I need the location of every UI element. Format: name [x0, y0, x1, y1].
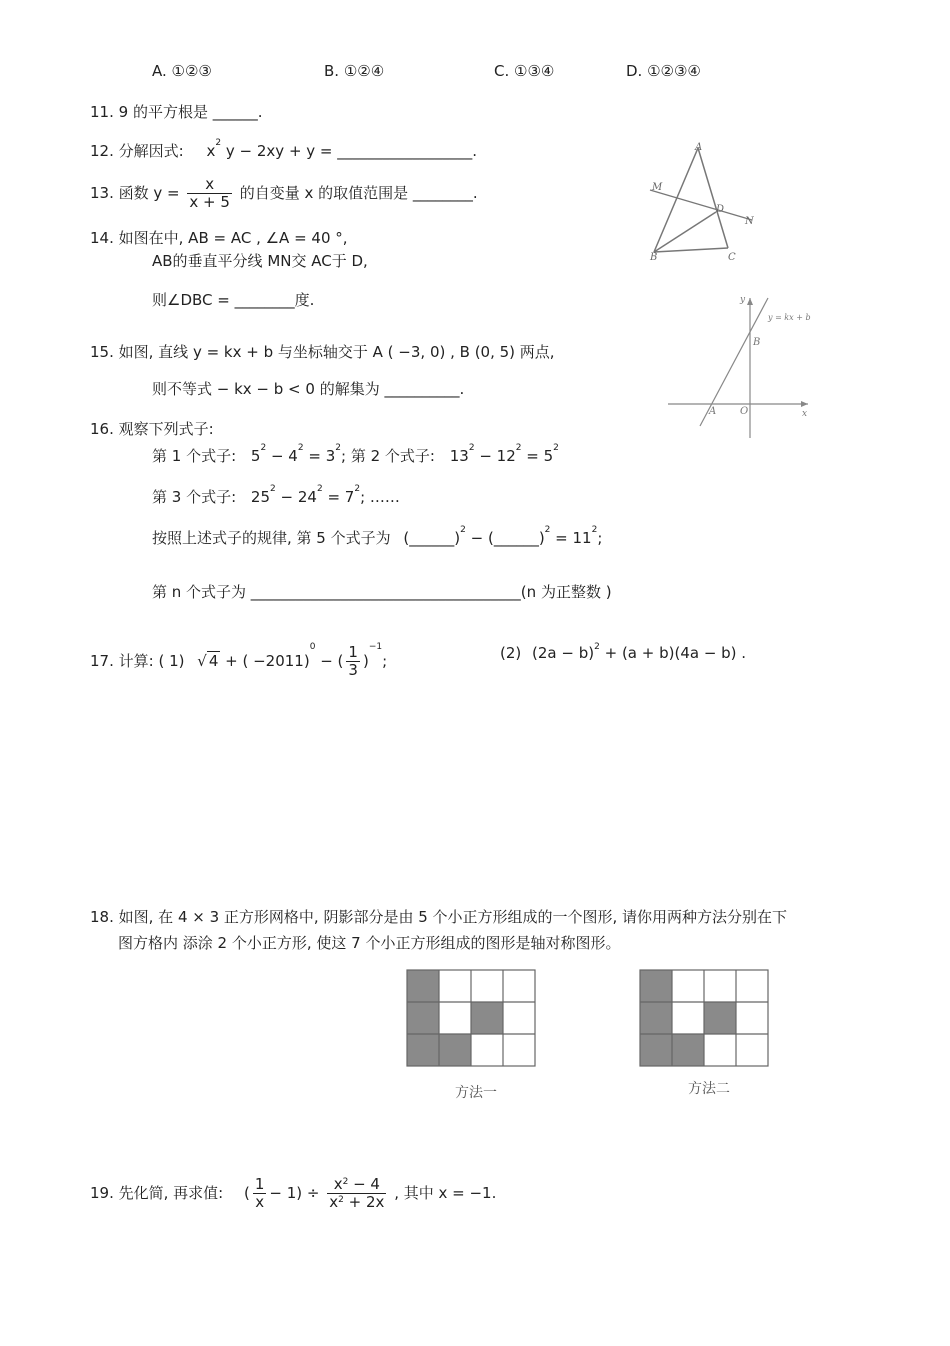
- question-16-row3: 按照上述式子的规律, 第 5 个式子为 (______)$^2$ − (______)$^2$ = $11^2$;: [152, 525, 603, 547]
- question-14-line3: 则∠DBC = ________度.: [152, 291, 315, 309]
- line-mn: [650, 190, 752, 220]
- option-a: A. ①②③: [152, 62, 212, 80]
- question-16-row1: 第 1 个式子: $5^2 - 4^2 = 3^2$; 第 2 个式子: $13^2 - 12^2 = 5^2$: [152, 443, 559, 465]
- label-a: A: [695, 142, 703, 153]
- formula-5: (______)$^2$ − (______)$^2$ = $11^2$;: [403, 525, 603, 547]
- option-d: D. ①②③④: [626, 62, 701, 80]
- question-suffix: , 其中 x = −1.: [394, 1184, 497, 1202]
- question-intro: 观察下列式子:: [118, 420, 214, 438]
- question-16-row2: 第 3 个式子: $25^2 - 24^2 = 7^2$; ……: [152, 484, 400, 506]
- question-prefix: 分解因式:: [118, 142, 184, 160]
- label-b: B: [753, 337, 761, 348]
- label-b: B: [650, 252, 658, 263]
- segment-bd: [654, 212, 716, 252]
- label-y: y: [740, 295, 746, 305]
- expression-2: $(2a - b)^2 + (a + b)(4a - b)$ .: [532, 642, 747, 662]
- label-equation: y = kx + b: [768, 313, 811, 322]
- question-16: [90, 418, 214, 439]
- label-n: N: [745, 216, 754, 227]
- question-number: 14.: [90, 229, 114, 247]
- question-suffix: 的自变量 x 的取值范围是 ________.: [239, 184, 478, 202]
- label-d: D: [716, 204, 725, 215]
- question-number: 11.: [90, 103, 114, 121]
- coordinate-figure: [660, 290, 820, 440]
- question-14-line2: AB的垂直平分线 MN交 AC于 D,: [152, 252, 368, 270]
- question-18: [90, 906, 787, 927]
- label-m: M: [652, 182, 663, 193]
- question-18-line2: 图方格内 添涂 2 个小正方形, 使这 7 个小正方形组成的图形是轴对称图形。: [118, 934, 621, 952]
- label-x: x: [802, 409, 808, 419]
- question-12: [90, 140, 477, 161]
- fraction: $\frac{x}{x + 5}$: [189, 175, 230, 211]
- side-ac: [698, 148, 728, 248]
- question-number: 19.: [90, 1184, 114, 1202]
- label-o: O: [740, 406, 749, 417]
- question-number: 16.: [90, 420, 114, 438]
- question-19: [90, 1176, 496, 1211]
- question-prefix: 先化简, 再求值:: [118, 1184, 224, 1202]
- grid-method-1[interactable]: [405, 968, 539, 1070]
- question-11: [90, 101, 263, 122]
- question-number: 15.: [90, 343, 114, 361]
- question-line1: 如图, 在 4 × 3 正方形网格中, 阴影部分是由 5 个小正方形组成的一个图形, 请你用两种方法分别在下: [118, 908, 788, 926]
- question-line1: 如图, 直线 y = kx + b 与坐标轴交于 A ( −3, 0) , B (0, 5) 两点,: [118, 343, 555, 361]
- x-axis-arrow-icon: [801, 401, 808, 407]
- expression: ( $\frac{1}{x}$ − 1) ÷ $\frac{x^2 - 4}{x^2 + 2x}$: [244, 1175, 385, 1211]
- question-17-part2: (2) $(2a - b)^2 + (a + b)(4a - b)$ .: [500, 642, 747, 662]
- question-14: [90, 227, 348, 248]
- question-text: 9 的平方根是 ______.: [118, 103, 263, 121]
- question-16-row4: 第 n 个式子为 ____________________________________(n 为正整数 ): [152, 583, 612, 601]
- method-1-label: 方法一: [455, 1085, 497, 1101]
- side-ab: [654, 148, 698, 252]
- question-number: 17.: [90, 652, 114, 670]
- label-a: A: [709, 406, 717, 417]
- question-number: 18.: [90, 908, 114, 926]
- triangle-figure: [640, 140, 760, 265]
- question-15: [90, 341, 555, 362]
- question-line1: 如图在中, AB = AC , ∠A = 40 °,: [118, 229, 348, 247]
- question-number: 13.: [90, 184, 114, 202]
- grid-method-2[interactable]: [638, 968, 772, 1070]
- expression-1: √ 4 + ( −2011)$^0$ − ( $\frac{1}{3}$ )$^{-1}$;: [197, 642, 388, 679]
- option-c: C. ①③④: [494, 62, 555, 80]
- math-x2: $x^2$: [206, 138, 222, 160]
- question-suffix: y − 2xy + y = __________________.: [225, 142, 478, 160]
- side-bc: [654, 248, 728, 252]
- question-13: [90, 176, 478, 211]
- question-17: [90, 644, 387, 679]
- formula-3: $25^2 - 24^2 = 7^2$; ……: [250, 484, 400, 506]
- label-c: C: [728, 252, 736, 263]
- method-2-label: 方法二: [688, 1081, 730, 1097]
- formula-1: $5^2 - 4^2 = 3^2$;: [250, 443, 347, 465]
- formula-2: $13^2 - 12^2 = 5^2$: [449, 443, 559, 465]
- question-prefix: 函数 y =: [118, 184, 180, 202]
- question-number: 12.: [90, 142, 114, 160]
- y-axis-arrow-icon: [747, 298, 753, 305]
- option-b: B. ①②④: [324, 62, 385, 80]
- question-15-line2: 则不等式 − kx − b < 0 的解集为 __________.: [152, 380, 465, 398]
- question-prefix: 计算: ( 1): [118, 652, 185, 670]
